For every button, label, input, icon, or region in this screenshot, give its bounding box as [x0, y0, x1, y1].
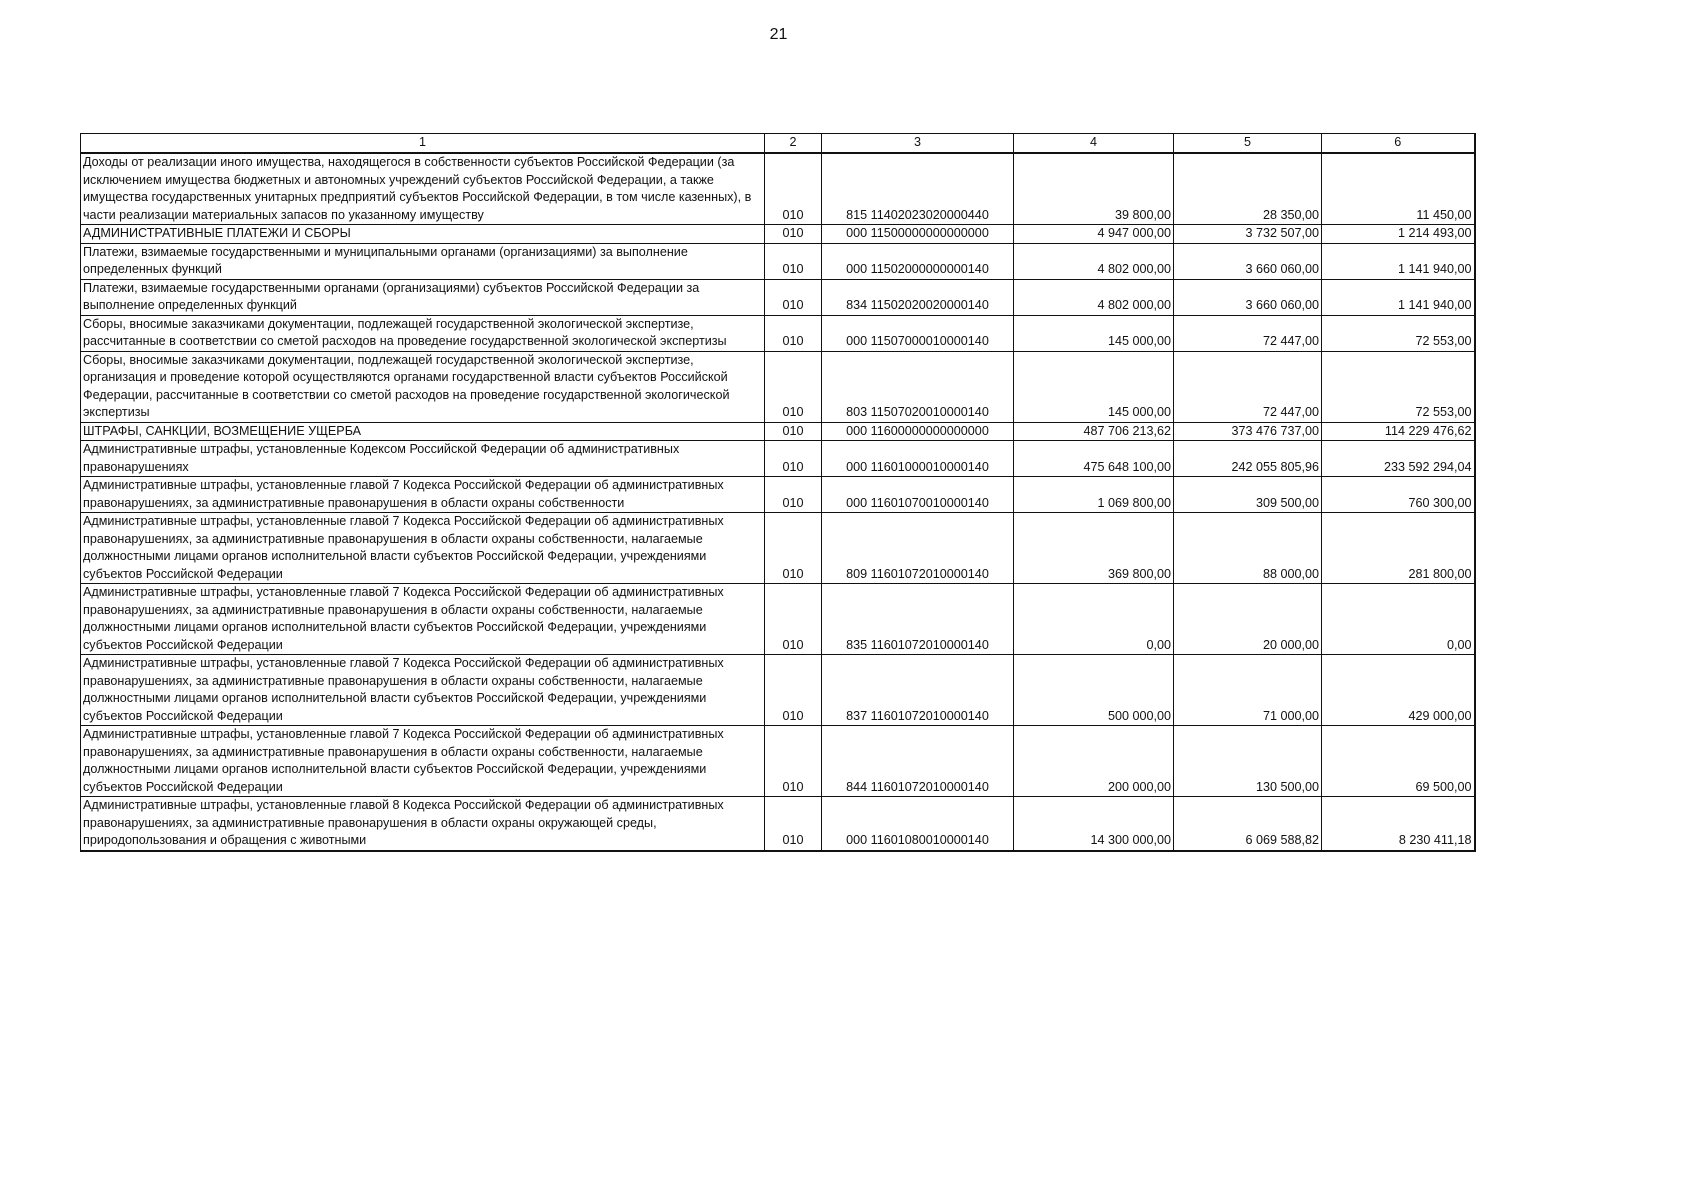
column-header: 4	[1014, 134, 1174, 154]
column-header: 6	[1322, 134, 1475, 154]
column-5-value: 242 055 805,96	[1174, 441, 1322, 477]
budget-classification-code: 000 11507000010000140	[822, 315, 1014, 351]
line-code: 010	[765, 279, 822, 315]
column-6-value: 0,00	[1322, 584, 1475, 655]
table-row	[81, 655, 1475, 726]
column-6-value: 69 500,00	[1322, 726, 1475, 797]
income-item-name: Административные штрафы, установленные главой 7 Кодекса Российской Федерации об административных правонарушениях, за административные правонарушения в области охраны собственности, налагаемые должностными лицами органов исполнительной власти субъектов Российской Федерации, учреждениями субъектов Российской Федерации	[81, 655, 765, 726]
column-4-value: 145 000,00	[1014, 351, 1174, 422]
page-number: 21	[769, 26, 788, 43]
income-item-name: Платежи, взимаемые государственными и муниципальными органами (организациями) за выполнение определенных функций	[81, 243, 765, 279]
income-item-name: ШТРАФЫ, САНКЦИИ, ВОЗМЕЩЕНИЕ УЩЕРБА	[81, 422, 765, 441]
table-row	[81, 153, 1475, 225]
column-header: 1	[81, 134, 765, 154]
income-item-name: Сборы, вносимые заказчиками документации, подлежащей государственной экологической экспертизе, организация и проведение которой осуществляются органами государственной власти субъектов Российской Федерации, рассчитанные в соответствии со сметой расходов на проведение государственной экологической экспертизы	[81, 351, 765, 422]
column-6-value: 114 229 476,62	[1322, 422, 1475, 441]
budget-classification-code: 000 11500000000000000	[822, 225, 1014, 244]
table-row	[81, 513, 1475, 584]
line-code: 010	[765, 655, 822, 726]
budget-classification-code: 803 11507020010000140	[822, 351, 1014, 422]
column-5-value: 72 447,00	[1174, 315, 1322, 351]
column-5-value: 373 476 737,00	[1174, 422, 1322, 441]
column-4-value: 500 000,00	[1014, 655, 1174, 726]
budget-classification-code: 815 11402023020000440	[822, 153, 1014, 225]
column-6-value: 72 553,00	[1322, 315, 1475, 351]
line-code: 010	[765, 225, 822, 244]
column-6-value: 11 450,00	[1322, 153, 1475, 225]
column-4-value: 145 000,00	[1014, 315, 1174, 351]
line-code: 010	[765, 315, 822, 351]
column-6-value: 1 141 940,00	[1322, 279, 1475, 315]
column-4-value: 1 069 800,00	[1014, 477, 1174, 513]
table-row	[81, 477, 1475, 513]
table-row	[81, 279, 1475, 315]
income-item-name: АДМИНИСТРАТИВНЫЕ ПЛАТЕЖИ И СБОРЫ	[81, 225, 765, 244]
table-row	[81, 225, 1475, 244]
income-item-name: Административные штрафы, установленные Кодексом Российской Федерации об административных правонарушениях	[81, 441, 765, 477]
revenue-table	[80, 133, 1476, 852]
line-code: 010	[765, 153, 822, 225]
budget-classification-code: 000 11601000010000140	[822, 441, 1014, 477]
column-header: 5	[1174, 134, 1322, 154]
budget-classification-code: 000 11601070010000140	[822, 477, 1014, 513]
line-code: 010	[765, 351, 822, 422]
column-4-value: 200 000,00	[1014, 726, 1174, 797]
column-4-value: 14 300 000,00	[1014, 797, 1174, 851]
line-code: 010	[765, 243, 822, 279]
column-5-value: 3 732 507,00	[1174, 225, 1322, 244]
income-item-name: Административные штрафы, установленные главой 7 Кодекса Российской Федерации об административных правонарушениях, за административные правонарушения в области охраны собственности, налагаемые должностными лицами органов исполнительной власти субъектов Российской Федерации, учреждениями субъектов Российской Федерации	[81, 726, 765, 797]
line-code: 010	[765, 422, 822, 441]
table-row	[81, 441, 1475, 477]
column-5-value: 88 000,00	[1174, 513, 1322, 584]
table-row	[81, 797, 1475, 851]
table-body	[81, 153, 1475, 851]
income-item-name: Платежи, взимаемые государственными органами (организациями) субъектов Российской Федерации за выполнение определенных функций	[81, 279, 765, 315]
column-header: 3	[822, 134, 1014, 154]
income-item-name: Сборы, вносимые заказчиками документации, подлежащей государственной экологической экспертизе, рассчитанные в соответствии со сметой расходов на проведение государственной экологической экспертизы	[81, 315, 765, 351]
column-6-value: 760 300,00	[1322, 477, 1475, 513]
column-header: 2	[765, 134, 822, 154]
income-item-name: Административные штрафы, установленные главой 8 Кодекса Российской Федерации об административных правонарушениях, за административные правонарушения в области охраны окружающей среды, природопользования и обращения с животными	[81, 797, 765, 851]
income-item-name: Административные штрафы, установленные главой 7 Кодекса Российской Федерации об административных правонарушениях, за административные правонарушения в области охраны собственности	[81, 477, 765, 513]
column-4-value: 4 802 000,00	[1014, 243, 1174, 279]
column-4-value: 4 802 000,00	[1014, 279, 1174, 315]
column-6-value: 429 000,00	[1322, 655, 1475, 726]
line-code: 010	[765, 477, 822, 513]
budget-classification-code: 834 11502020020000140	[822, 279, 1014, 315]
column-6-value: 1 141 940,00	[1322, 243, 1475, 279]
table-row	[81, 351, 1475, 422]
budget-classification-code: 809 11601072010000140	[822, 513, 1014, 584]
budget-classification-code: 000 11601080010000140	[822, 797, 1014, 851]
column-4-value: 487 706 213,62	[1014, 422, 1174, 441]
column-5-value: 71 000,00	[1174, 655, 1322, 726]
table-row	[81, 584, 1475, 655]
table-row	[81, 726, 1475, 797]
column-6-value: 233 592 294,04	[1322, 441, 1475, 477]
column-5-value: 309 500,00	[1174, 477, 1322, 513]
column-6-value: 1 214 493,00	[1322, 225, 1475, 244]
table-row	[81, 315, 1475, 351]
column-4-value: 39 800,00	[1014, 153, 1174, 225]
column-5-value: 20 000,00	[1174, 584, 1322, 655]
column-6-value: 72 553,00	[1322, 351, 1475, 422]
income-item-name: Административные штрафы, установленные главой 7 Кодекса Российской Федерации об административных правонарушениях, за административные правонарушения в области охраны собственности, налагаемые должностными лицами органов исполнительной власти субъектов Российской Федерации, учреждениями субъектов Российской Федерации	[81, 584, 765, 655]
income-item-name: Доходы от реализации иного имущества, находящегося в собственности субъектов Российской Федерации (за исключением имущества бюджетных и автономных учреждений субъектов Российской Федерации, а также имущества государственных унитарных предприятий субъектов Российской Федерации, в том числе казенных), в части реализации материальных запасов по указанному имуществу	[81, 153, 765, 225]
budget-classification-code: 000 11502000000000140	[822, 243, 1014, 279]
column-5-value: 72 447,00	[1174, 351, 1322, 422]
column-5-value: 130 500,00	[1174, 726, 1322, 797]
column-4-value: 0,00	[1014, 584, 1174, 655]
income-item-name: Административные штрафы, установленные главой 7 Кодекса Российской Федерации об административных правонарушениях, за административные правонарушения в области охраны собственности, налагаемые должностными лицами органов исполнительной власти субъектов Российской Федерации, учреждениями субъектов Российской Федерации	[81, 513, 765, 584]
line-code: 010	[765, 441, 822, 477]
column-5-value: 28 350,00	[1174, 153, 1322, 225]
column-5-value: 3 660 060,00	[1174, 279, 1322, 315]
line-code: 010	[765, 797, 822, 851]
column-6-value: 8 230 411,18	[1322, 797, 1475, 851]
column-4-value: 369 800,00	[1014, 513, 1174, 584]
column-6-value: 281 800,00	[1322, 513, 1475, 584]
table-row	[81, 422, 1475, 441]
budget-classification-code: 844 11601072010000140	[822, 726, 1014, 797]
column-5-value: 6 069 588,82	[1174, 797, 1322, 851]
line-code: 010	[765, 584, 822, 655]
column-number-row	[81, 134, 1475, 154]
line-code: 010	[765, 513, 822, 584]
table-row	[81, 243, 1475, 279]
budget-classification-code: 837 11601072010000140	[822, 655, 1014, 726]
budget-classification-code: 000 11600000000000000	[822, 422, 1014, 441]
budget-classification-code: 835 11601072010000140	[822, 584, 1014, 655]
column-4-value: 475 648 100,00	[1014, 441, 1174, 477]
column-4-value: 4 947 000,00	[1014, 225, 1174, 244]
column-5-value: 3 660 060,00	[1174, 243, 1322, 279]
line-code: 010	[765, 726, 822, 797]
